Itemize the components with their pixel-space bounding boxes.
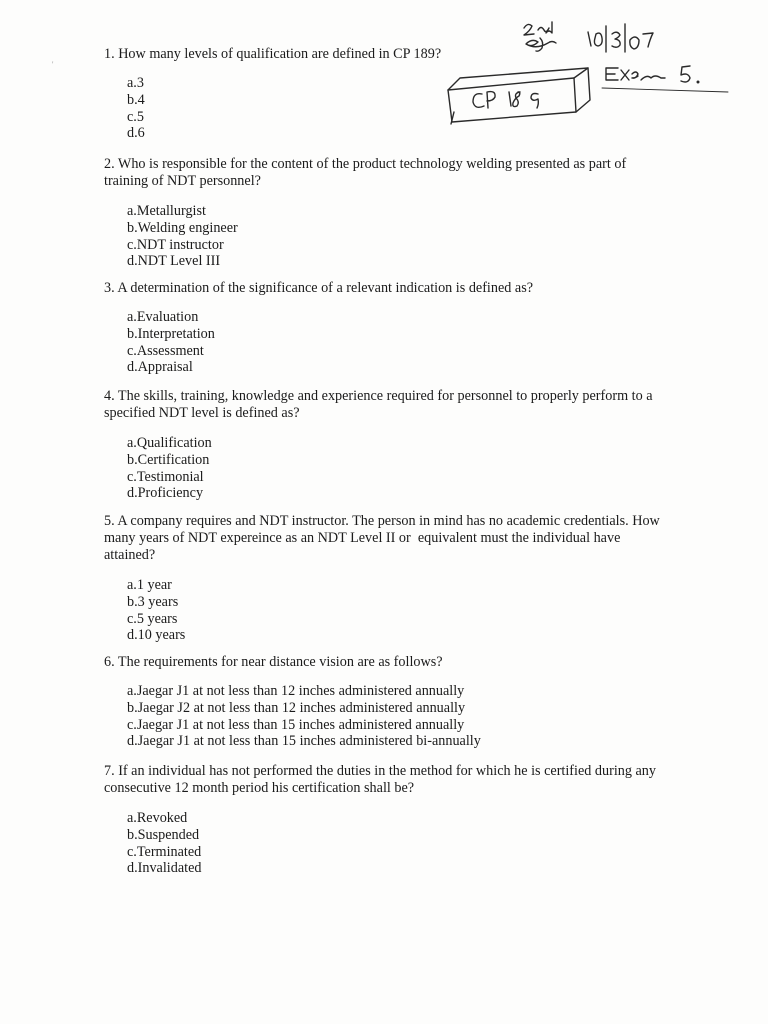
scan-speck: ' [52,60,54,69]
answer-option: b.Suspended [127,826,200,843]
answer-options [104,435,664,502]
question-4 [104,388,664,502]
answer-option: d.Appraisal [127,359,193,376]
answer-option: c.Assessment [127,342,204,359]
question-text: 3. A determination of the significance of a relevant indication is defined as? [104,280,534,296]
answer-options [104,75,664,142]
answer-options [104,203,664,270]
question-text: 5. A company requires and NDT instructor. The person in mind has no academic credentials. How many years of NDT expereince as an NDT Level II or equivalent must the individual have attained? [104,513,664,563]
answer-option: a.Revoked [127,810,188,826]
answer-options [104,309,664,376]
answer-option: a.1 year [127,577,172,593]
answer-option: c.5 years [127,610,178,627]
question-6 [104,654,664,750]
question-7 [104,763,664,877]
answer-option: c.Terminated [127,843,202,860]
question-text: 2. Who is responsible for the content of the product technology welding presented as part of training of NDT personnel? [104,156,630,189]
answer-option: b.Welding engineer [127,219,238,236]
question-text: 4. The skills, training, knowledge and experience required for personnel to properly perform to a specified NDT level is defined as? [104,388,657,421]
answer-option: b.Jaegar J2 at not less than 12 inches administered annually [127,699,466,716]
question-text: 1. How many levels of qualification are defined in CP 189? [104,46,442,62]
answer-option: d.6 [127,125,145,142]
question-2 [104,156,664,270]
answer-option: b.4 [127,91,145,108]
answer-option: b.3 years [127,593,179,610]
question-5 [104,513,664,644]
answer-option: c.5 [127,108,144,125]
answer-option: c.Jaegar J1 at not less than 15 inches administered annually [127,716,465,733]
question-1 [104,46,664,142]
answer-option: d.10 years [127,627,186,644]
question-text: 6. The requirements for near distance vision are as follows? [104,654,443,670]
answer-option: d.Proficiency [127,485,204,502]
answer-option: a.3 [127,75,144,91]
answer-options [104,577,664,644]
answer-option: d.Jaegar J1 at not less than 15 inches administered bi-annually [127,733,481,750]
question-3 [104,280,664,376]
answer-option: b.Certification [127,451,210,468]
question-text: 7. If an individual has not performed the duties in the method for which he is certified during any consecutive 12 month period his certification shall be? [104,763,660,796]
answer-option: c.NDT instructor [127,236,224,253]
answer-options [104,683,664,750]
answer-option: a.Jaegar J1 at not less than 12 inches administered annually [127,683,465,699]
answer-option: a.Metallurgist [127,203,206,219]
answer-options [104,810,664,877]
answer-option: a.Qualification [127,435,212,451]
answer-option: d.NDT Level III [127,253,221,270]
answer-option: d.Invalidated [127,860,202,877]
answer-option: b.Interpretation [127,325,215,342]
answer-option: c.Testimonial [127,468,204,485]
answer-option: a.Evaluation [127,309,199,325]
